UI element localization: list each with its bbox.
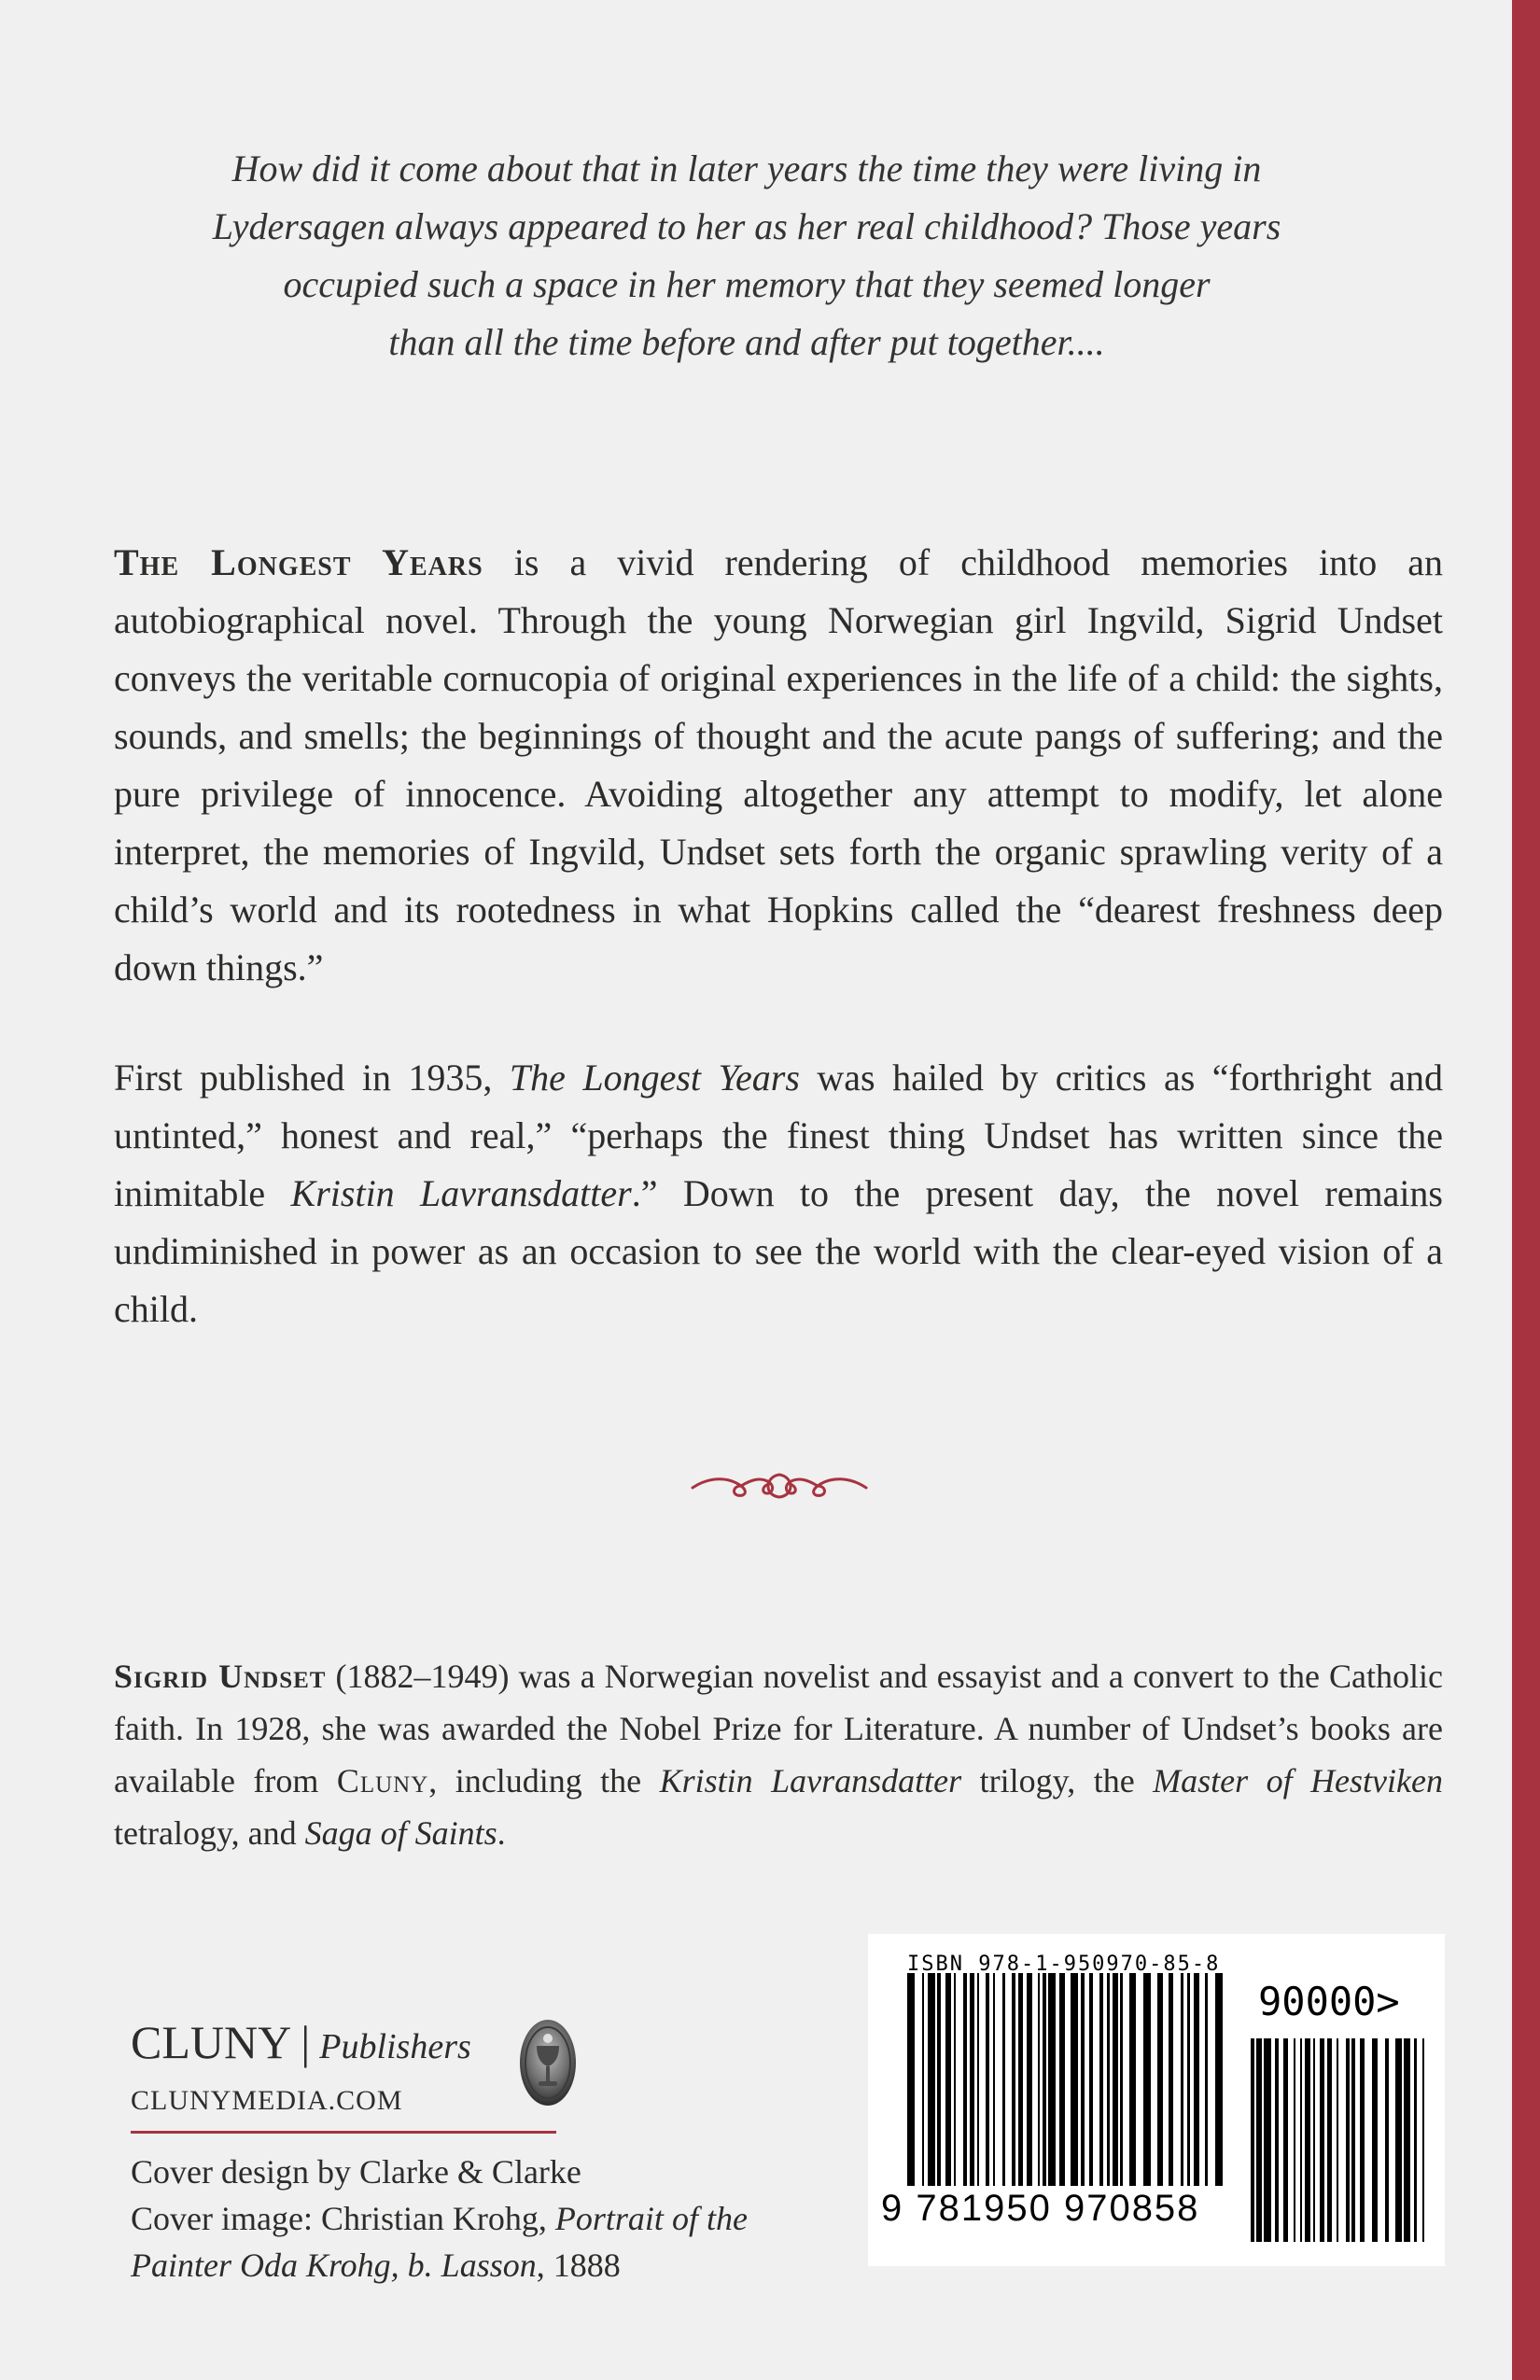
- blurb-2-text-2: was hailed by critics as “forthright and untinted,” honest and real,” “perhaps the finest thing Undset has written since the inimitable: [114, 1057, 1443, 1214]
- publisher-name-line: [131, 2014, 728, 2075]
- cover-image-prefix: Cover image: Christian Krohg,: [131, 2200, 555, 2237]
- blurb-2-text-3: .” Down to the present day, the novel remains undiminished in power as an occasion to see the world with the clear-eyed vision of a child.: [114, 1172, 1443, 1330]
- cover-image-credit: [131, 2195, 765, 2289]
- flourish-ornament-icon: [691, 1463, 868, 1510]
- epigraph-line-4: than all the time before and after put together....: [388, 321, 1105, 363]
- isbn-label: ISBN 978-1-950970-85-8: [907, 1953, 1221, 1976]
- bio-work-1: Kristin Lavransdatter: [659, 1762, 962, 1799]
- epigraph-quote: [140, 140, 1353, 371]
- blurb-1-text: is a vivid rendering of childhood memories into an autobiographical novel. Through the young Norwegian girl Ingvild, Sigrid Undset conveys the veritable cornucopia of original experiences in the life of a child: the sights, sounds, and smells; the beginnings of thought and the acute pangs of suffering; and the pure privilege of innocence. Avoiding altogether any attempt to modify, let alone interpret, the memories of Ingvild, Undset sets forth the organic sprawling verity of a child’s world and its rootedness in what Hopkins called the “dearest freshness deep down things.”: [114, 541, 1444, 988]
- bio-text-1: (1882–1949) was a Norwegian novelist and essayist and a convert to the Catholic faith. In 1928, she was awarded the Nobel Prize for Literature. A number of Undset’s books are available from: [114, 1658, 1443, 1799]
- blurb-2-text-1: First published in 1935,: [114, 1057, 510, 1099]
- epigraph-line-3: occupied such a space in her memory that they seemed longer: [283, 263, 1211, 305]
- blurb-2-title-1: The Longest Years: [509, 1057, 800, 1099]
- isbn-barcode: [868, 1934, 1445, 2266]
- publisher-divider: [131, 2131, 556, 2134]
- bio-text-5: .: [497, 1814, 506, 1852]
- publisher-name: CLUNY: [131, 2016, 292, 2068]
- spine-accent-band: [1512, 0, 1540, 2380]
- publisher-label: Publishers: [319, 2027, 471, 2066]
- cover-image-suffix: , 1888: [536, 2247, 621, 2284]
- cover-credits: [131, 2149, 765, 2289]
- bio-work-2: Master of Hestviken: [1153, 1762, 1443, 1799]
- book-title: The Longest Years: [114, 541, 483, 583]
- cover-image-title: Portrait of the Painter Oda Krohg, b. Lasson: [131, 2200, 748, 2284]
- publisher-url: CLUNYMEDIA.COM: [131, 2085, 403, 2116]
- epigraph-line-1: How did it come about that in later years the time they were living in: [231, 147, 1262, 189]
- blurb-2-title-2: Kristin Lavransdatter: [290, 1172, 632, 1214]
- price-code: 90000>: [1258, 1979, 1400, 2024]
- publisher-separator: |: [301, 2016, 311, 2068]
- author-name: Sigrid Undset: [114, 1658, 327, 1695]
- blurb-paragraph-1: [114, 534, 1443, 997]
- epigraph-line-2: Lydersagen always appeared to her as her real childhood? Those years: [212, 205, 1281, 247]
- barcode-digits: 9 781950 970858: [881, 2188, 1200, 2229]
- bio-publisher: Cluny: [336, 1762, 429, 1799]
- blurb-paragraph-2: [114, 1049, 1443, 1338]
- author-bio: [114, 1650, 1443, 1859]
- cover-design-credit: Cover design by Clarke & Clarke: [131, 2153, 581, 2191]
- publisher-block: [131, 2014, 728, 2121]
- bio-text-4: tetralogy, and: [114, 1814, 305, 1852]
- bio-text-2: , including the: [428, 1762, 660, 1799]
- chalice-seal-icon: [518, 2018, 578, 2107]
- bio-work-3: Saga of Saints: [304, 1814, 497, 1852]
- bio-text-3: trilogy, the: [961, 1762, 1154, 1799]
